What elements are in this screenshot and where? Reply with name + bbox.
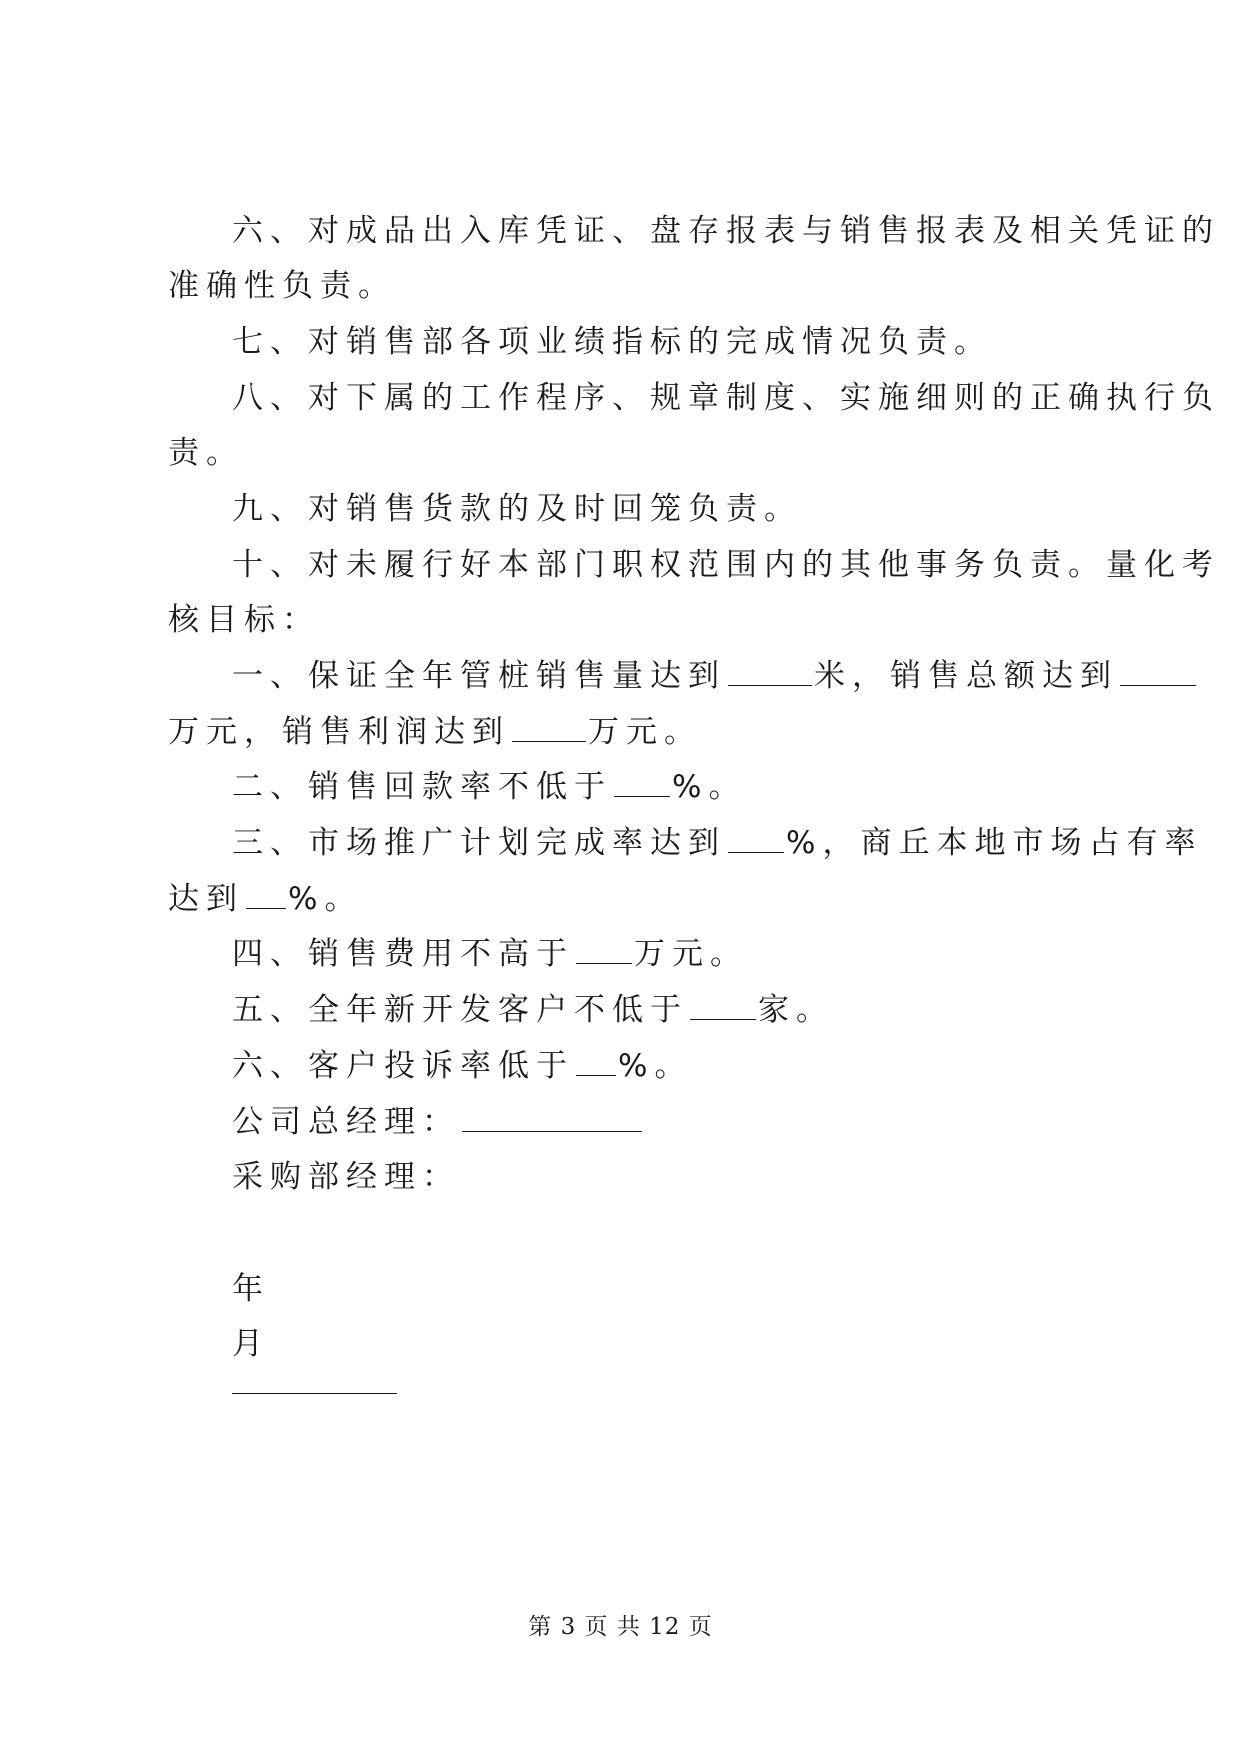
month-label: 月 (232, 1326, 270, 1362)
clause-9: 九、对销售货款的及时回笼负责。 (232, 491, 802, 527)
clause-6-line-1: 六、对成品出入库凭证、盘存报表与销售报表及相关凭证的 (232, 213, 1220, 249)
collection-rate-blank (614, 768, 670, 797)
target-3-text-c: 达到 (168, 881, 244, 917)
target-4-text-a: 四、销售费用不高于 (232, 936, 574, 972)
clause-10-line-1: 十、对未履行好本部门职权范围内的其他事务负责。量化考 (232, 547, 1220, 583)
target-1-text-b: 米，销售总额达到 (814, 658, 1118, 694)
target-5-text-b: 家。 (758, 992, 834, 1028)
target-2 (232, 767, 746, 807)
target-1-line-2 (168, 712, 702, 752)
target-1-text-c: 万元，销售利润达到 (168, 714, 510, 750)
new-customers-blank (690, 991, 756, 1020)
purchase-manager-blank (232, 1393, 397, 1394)
clause-10-line-2: 核目标： (168, 602, 320, 638)
clause-6-line-2: 准确性负责。 (168, 268, 396, 304)
promotion-rate-blank (728, 824, 784, 853)
sales-amount-blank (1120, 657, 1196, 686)
general-manager-blank (462, 1103, 642, 1132)
target-5 (232, 990, 834, 1030)
clause-8-line-1: 八、对下属的工作程序、规章制度、实施细则的正确执行负 (232, 380, 1220, 416)
target-5-text-a: 五、全年新开发客户不低于 (232, 992, 688, 1028)
general-manager-signature (232, 1102, 644, 1142)
market-share-blank (246, 880, 286, 909)
target-2-text-b: %。 (672, 769, 747, 805)
target-3-text-d: %。 (288, 881, 363, 917)
target-3-line-2 (168, 879, 362, 919)
year-label: 年 (232, 1271, 270, 1307)
target-4 (232, 934, 748, 974)
page-footer: 第 3 页 共 12 页 (528, 1614, 713, 1640)
purchase-manager-label: 采购部经理： (232, 1159, 460, 1195)
sales-volume-blank (728, 657, 812, 686)
target-1-line-1 (232, 656, 1198, 696)
target-3-text-b: %，商丘本地市场占有率 (786, 825, 1203, 861)
target-3-line-1 (232, 823, 1202, 863)
complaint-rate-blank (576, 1047, 616, 1076)
target-6-text-b: %。 (618, 1048, 693, 1084)
target-6 (232, 1046, 692, 1086)
clause-8-line-2: 责。 (168, 435, 244, 471)
target-6-text-a: 六、客户投诉率低于 (232, 1048, 574, 1084)
target-1-text-a: 一、保证全年管桩销售量达到 (232, 658, 726, 694)
general-manager-label: 公司总经理： (232, 1104, 460, 1140)
sales-profit-blank (512, 713, 586, 742)
target-4-text-b: 万元。 (634, 936, 748, 972)
target-3-text-a: 三、市场推广计划完成率达到 (232, 825, 726, 861)
target-1-text-d: 万元。 (588, 714, 702, 750)
clause-7: 七、对销售部各项业绩指标的完成情况负责。 (232, 324, 992, 360)
sales-cost-blank (576, 935, 632, 964)
target-2-text-a: 二、销售回款率不低于 (232, 769, 612, 805)
